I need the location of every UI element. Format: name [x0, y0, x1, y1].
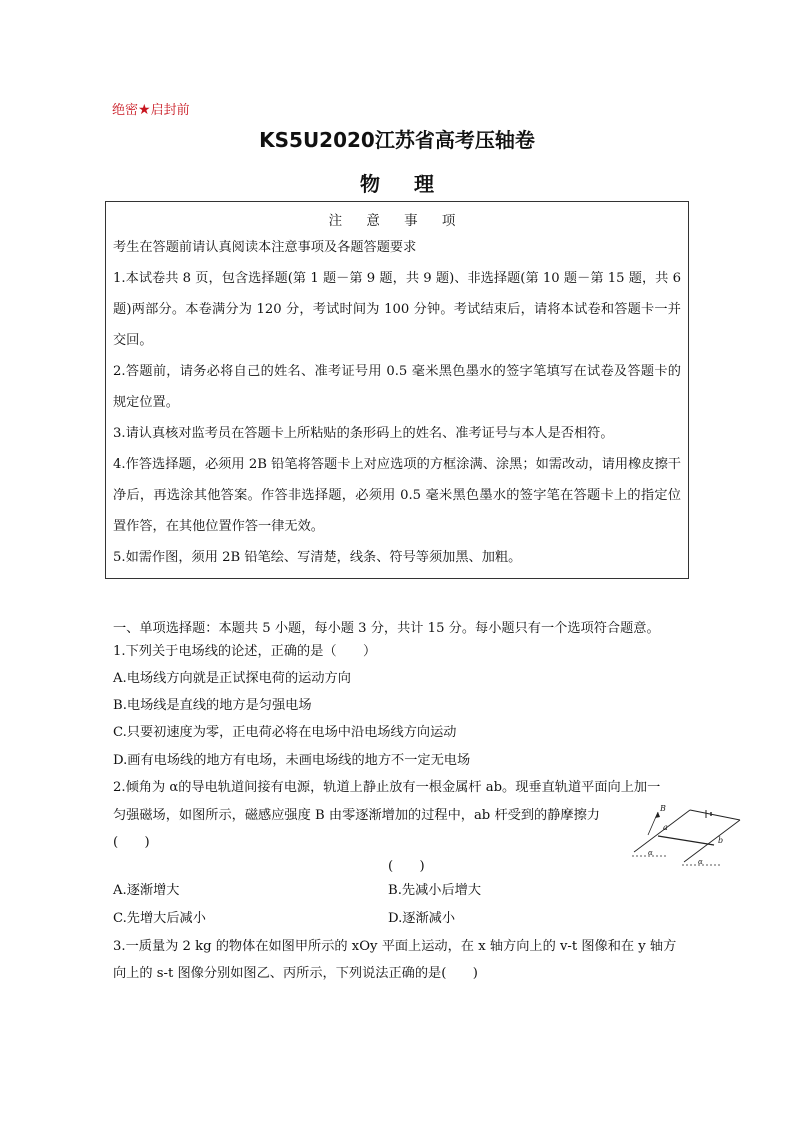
- q2-stem-line1: 2.倾角为 α的导电轨道间接有电源，轨道上静止放有一根金属杆 ab。现垂直轨道平面向上加一: [113, 780, 661, 795]
- q2-option-c: C.先增大后减小: [113, 911, 206, 926]
- paper-title: KS5U2020江苏省高考压轴卷: [259, 128, 535, 152]
- q1-stem: 1.下列关于电场线的论述，正确的是（ ）: [113, 644, 377, 659]
- inclined-rail-figure: [628, 800, 748, 870]
- notice-item-5: 5.如需作图，须用 2B 铅笔绘、写清楚，线条、符号等须加黑、加粗。: [113, 550, 522, 565]
- q2-stem-line2: 匀强磁场，如图所示，磁感应强度 B 由零逐渐增加的过程中，ab 杆受到的静摩擦力: [113, 808, 600, 823]
- notice-item-3: 3.请认真核对监考员在答题卡上所粘贴的条形码上的姓名、准考证号与本人是否相符。: [113, 426, 614, 441]
- section-heading: 一、单项选择题：本题共 5 小题，每小题 3 分，共计 15 分。每小题只有一个选项符合题意。: [113, 621, 660, 636]
- secret-prefix: 绝密: [112, 103, 139, 118]
- q3-stem-line1: 3.一质量为 2 kg 的物体在如图甲所示的 xOy 平面上运动，在 x 轴方向上的 v-t 图像和在 y 轴方: [113, 939, 677, 954]
- q2-paren: ( ): [388, 859, 425, 874]
- label-b-field: B: [660, 804, 666, 813]
- q1-option-a: A.电场线方向就是正试探电荷的运动方向: [113, 671, 351, 686]
- q3-stem-line2: 向上的 s-t 图像分别如图乙、丙所示，下列说法正确的是( ): [113, 966, 478, 981]
- notice-heading: 注 意 事 项: [328, 213, 466, 229]
- q2-option-d: D.逐渐减小: [388, 911, 456, 926]
- label-a: a: [663, 823, 668, 832]
- secret-suffix: 启封前: [150, 103, 190, 118]
- q2-option-a: A.逐渐增大: [113, 883, 180, 898]
- q2-option-b: B.先减小后增大: [388, 883, 482, 898]
- label-alpha-2: α: [698, 858, 703, 866]
- notice-item-2: 2.答题前，请务必将自己的姓名、准考证号用 0.5 毫米黑色墨水的签字笔填写在试卷及答题卡的规定位置。: [113, 364, 681, 410]
- label-b: b: [718, 836, 724, 845]
- star-icon: ★: [138, 102, 151, 118]
- confidential-mark: [112, 99, 190, 118]
- subject-title: 物理: [360, 172, 468, 196]
- notice-item-1: 1.本试卷共 8 页，包含选择题(第 1 题－第 9 题，共 9 题)、非选择题(第 10 题－第 15 题，共 6 题)两部分。本卷满分为 120 分，考试时间为 100 分钟。考试结束后，请将本试卷和答题卡一并交回。: [113, 271, 681, 348]
- notice-intro: 考生在答题前请认真阅读本注意事项及各题答题要求: [113, 240, 417, 255]
- q1-option-c: C.只要初速度为零，正电荷必将在电场中沿电场线方向运动: [113, 725, 457, 740]
- q1-option-d: D.画有电场线的地方有电场，未画电场线的地方不一定无电场: [113, 753, 471, 768]
- notice-item-4: 4.作答选择题，必须用 2B 铅笔将答题卡上对应选项的方框涂满、涂黑；如需改动，请用橡皮擦干净后，再选涂其他答案。作答非选择题，必须用 0.5 毫米黑色墨水的签字笔在答题卡上的指定位置作答，在其他位置作答一律无效。: [113, 457, 681, 534]
- q1-option-b: B.电场线是直线的地方是匀强电场: [113, 698, 312, 713]
- notice-box: [105, 201, 689, 579]
- q2-stem-line3: ( ): [113, 835, 150, 850]
- label-alpha-1: α: [648, 849, 653, 857]
